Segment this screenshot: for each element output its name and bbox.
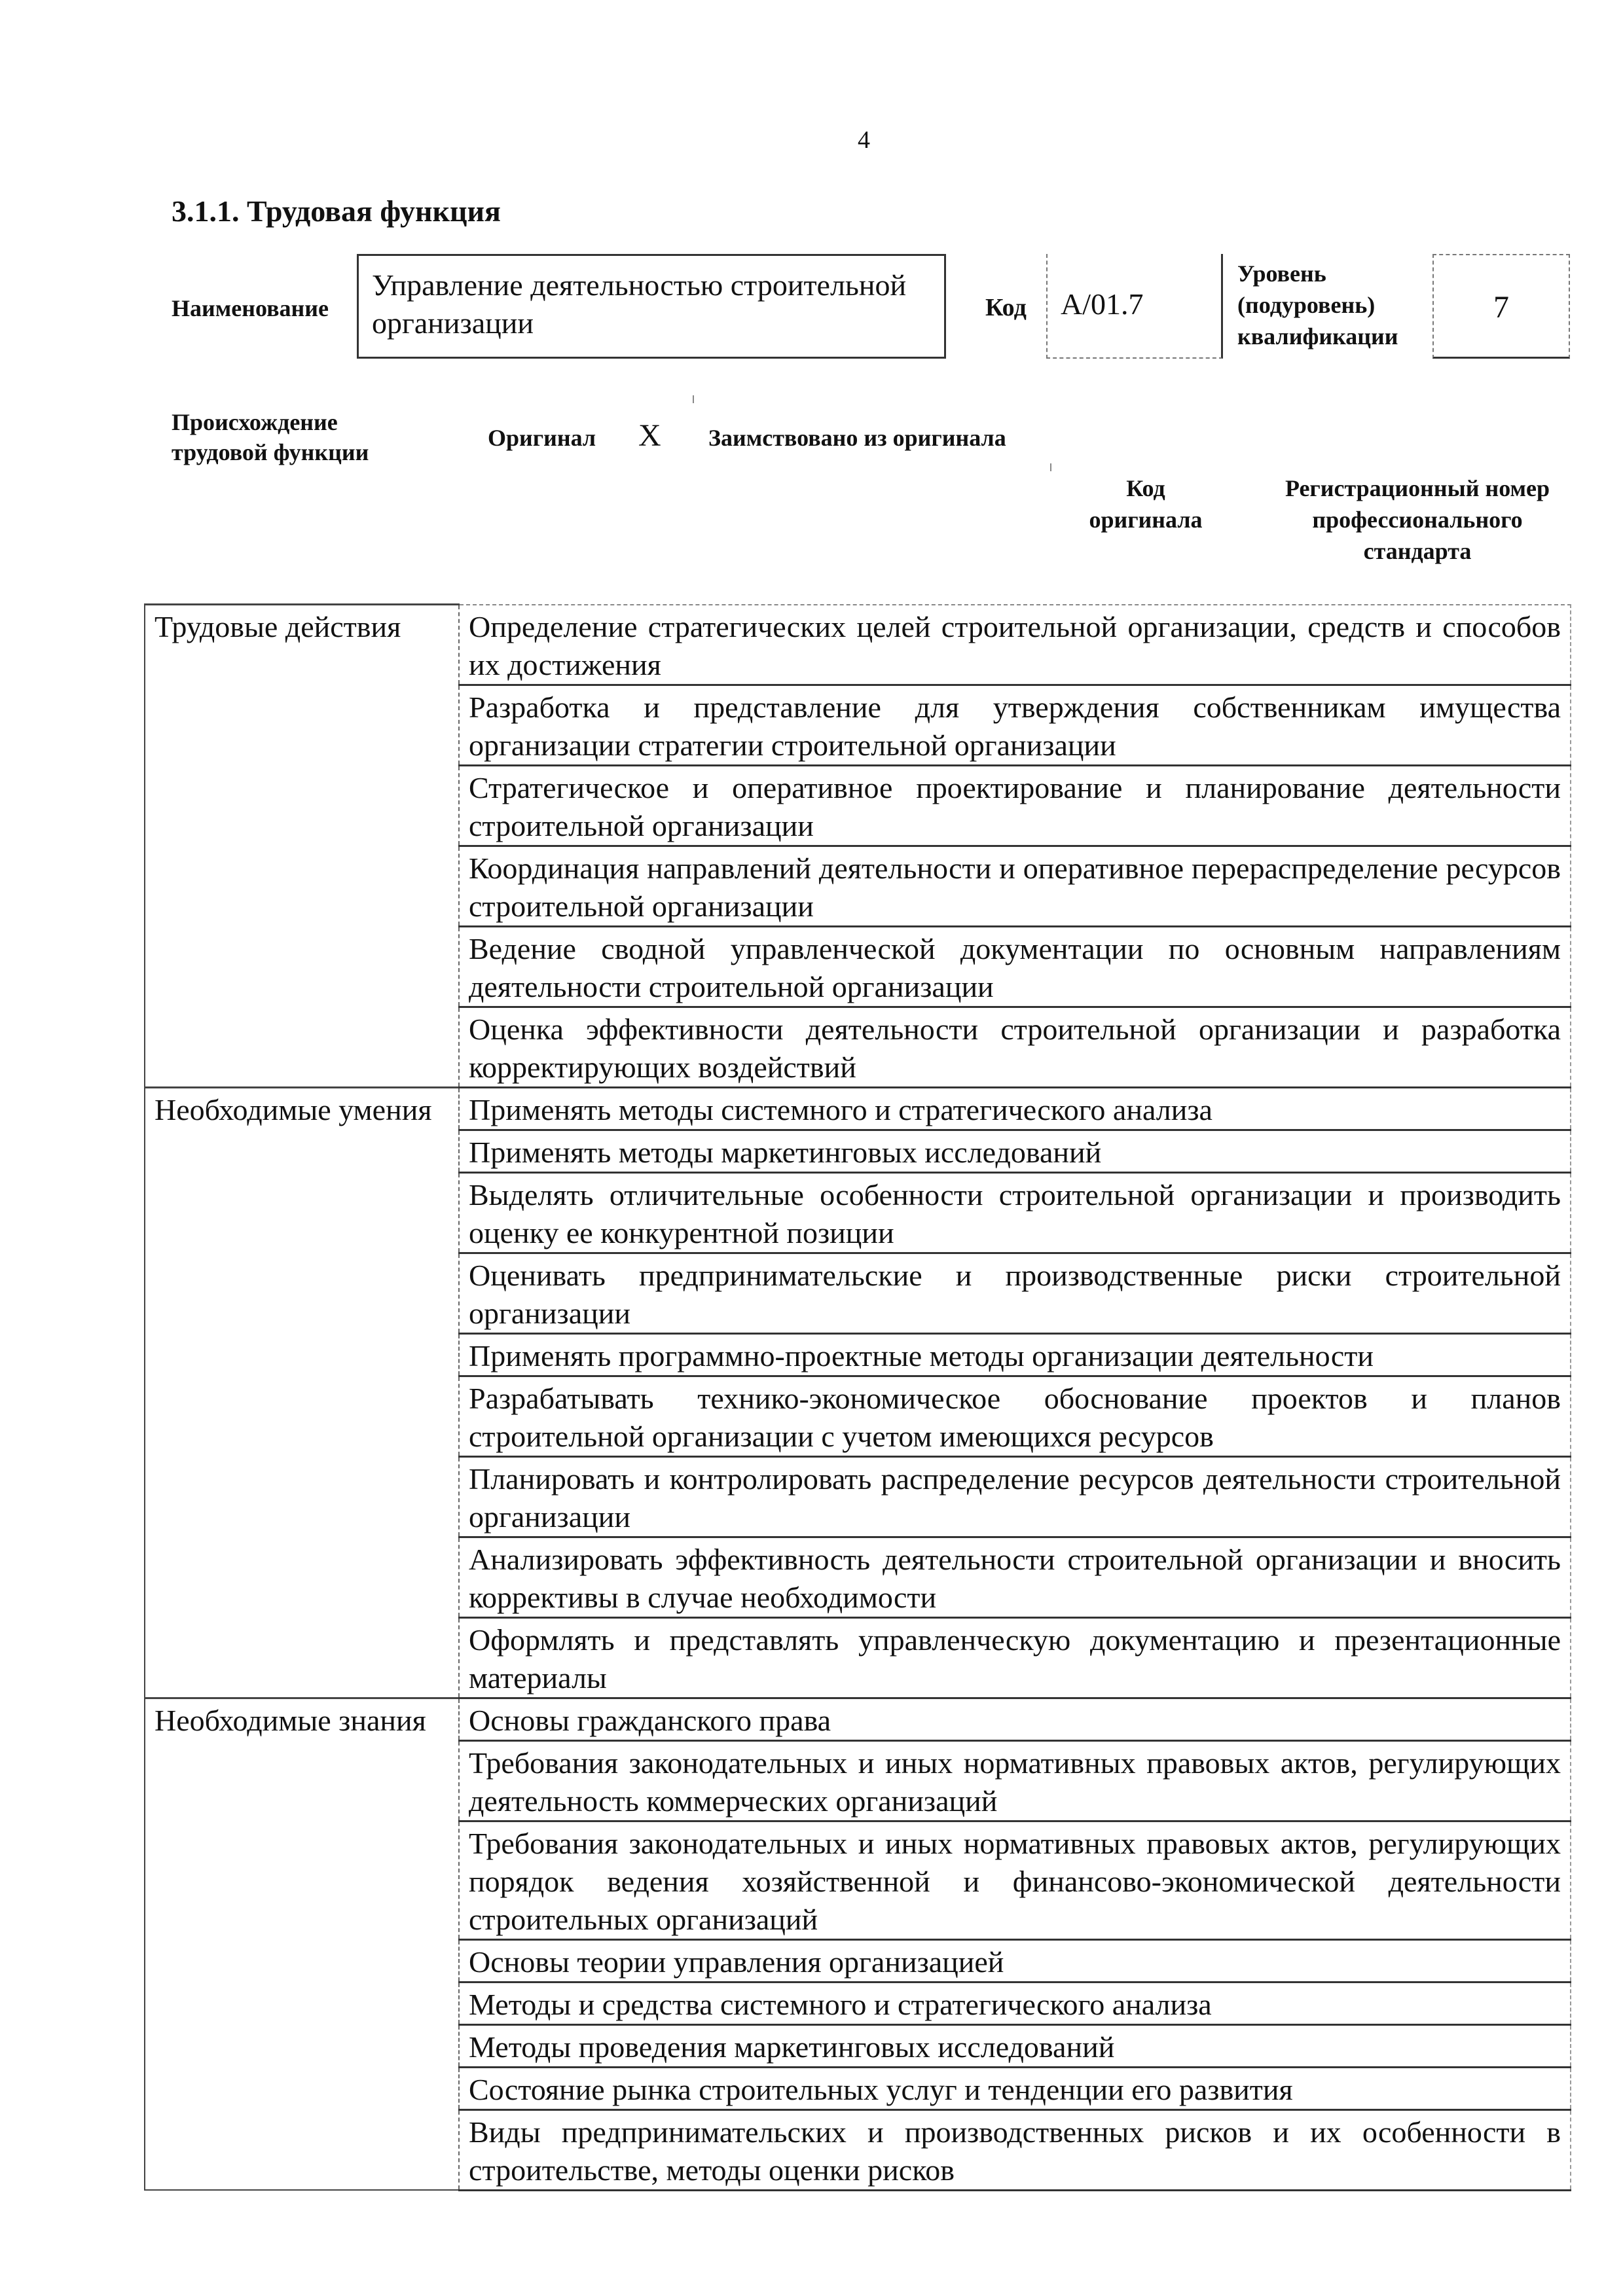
item-cell: Применять методы системного и стратегического анализа	[459, 1087, 1571, 1130]
item-cell: Виды предпринимательских и производственных рисков и их особенности в строительстве, методы оценки рисков	[459, 2109, 1571, 2190]
item-cell: Основы теории управления организацией	[459, 1939, 1571, 1982]
item-cell: Методы и средства системного и стратегического анализа	[459, 1982, 1571, 2024]
section-title-cell: Трудовые действия	[145, 605, 459, 1088]
item-cell: Выделять отличительные особенности строительной организации и производить оценку ее конкурентной позиции	[459, 1172, 1571, 1253]
qualification-level-label-text: Уровень (подуровень) квалификации	[1237, 260, 1398, 350]
table-row	[145, 1087, 1571, 1130]
original-code-caption: Код оригинала	[1089, 475, 1203, 533]
item-cell: Требования законодательных и иных нормативных правовых актов, регулирующих деятельность коммерческих организаций	[459, 1740, 1571, 1821]
origin-label	[172, 407, 407, 467]
item-cell: Определение стратегических целей строительной организации, средств и способов их достижения	[459, 605, 1571, 685]
section-title-cell: Необходимые знания	[145, 1698, 459, 2190]
table-row	[145, 605, 1571, 685]
code-value: А/01.7	[1046, 254, 1223, 359]
section-title: 3.1.1. Трудовая функция	[172, 194, 501, 228]
item-cell: Оценивать предпринимательские и производственные риски строительной организации	[459, 1253, 1571, 1333]
code-label: Код	[985, 294, 1027, 321]
item-cell: Оформлять и представлять управленческую документацию и презентационные материалы	[459, 1617, 1571, 1698]
page-number: 4	[858, 126, 870, 154]
item-cell: Применять методы маркетинговых исследований	[459, 1130, 1571, 1172]
qualification-level-label	[1237, 258, 1408, 352]
borrowed-label: Заимствовано из оригинала	[708, 425, 1006, 451]
item-cell: Состояние рынка строительных услуг и тенденции его развития	[459, 2067, 1571, 2109]
divider-tick	[693, 395, 694, 403]
table-row	[145, 1698, 1571, 1740]
item-cell: Методы проведения маркетинговых исследований	[459, 2024, 1571, 2067]
divider-tick	[1050, 463, 1051, 471]
item-cell: Основы гражданского права	[459, 1698, 1571, 1740]
item-cell: Оценка эффективности деятельности строительной организации и разработка корректирующих воздействий	[459, 1007, 1571, 1087]
section-title-cell: Необходимые умения	[145, 1087, 459, 1698]
qualification-level-value: 7	[1432, 254, 1570, 359]
item-cell: Применять программно-проектные методы организации деятельности	[459, 1333, 1571, 1376]
origin-label-text: Происхождение трудовой функции	[172, 409, 369, 465]
item-cell: Требования законодательных и иных нормативных правовых актов, регулирующих порядок ведения хозяйственной и финансово-экономической деятельности строительных организаций	[459, 1821, 1571, 1939]
item-cell: Разрабатывать технико-экономическое обоснование проектов и планов строительной организации с учетом имеющихся ресурсов	[459, 1376, 1571, 1456]
table-body	[145, 605, 1571, 2191]
original-label: Оригинал	[488, 425, 596, 451]
name-label: Наименование	[172, 295, 329, 321]
original-mark: X	[638, 418, 661, 453]
item-cell: Ведение сводной управленческой документации по основным направлениям деятельности строительной организации	[459, 926, 1571, 1007]
item-cell: Стратегическое и оперативное проектирование и планирование деятельности строительной организации	[459, 765, 1571, 846]
item-cell: Планировать и контролировать распределение ресурсов деятельности строительной организации	[459, 1456, 1571, 1537]
labor-function-table	[144, 603, 1571, 2191]
name-value: Управление деятельностью строительной организации	[357, 254, 946, 359]
item-cell: Анализировать эффективность деятельности строительной организации и вносить коррективы в случае необходимости	[459, 1537, 1571, 1617]
reg-number-caption: Регистрационный номер профессионального стандарта	[1285, 475, 1550, 564]
item-cell: Разработка и представление для утверждения собственникам имущества организации стратегии строительной организации	[459, 685, 1571, 765]
item-cell: Координация направлений деятельности и оперативное перераспределение ресурсов строительной организации	[459, 846, 1571, 926]
